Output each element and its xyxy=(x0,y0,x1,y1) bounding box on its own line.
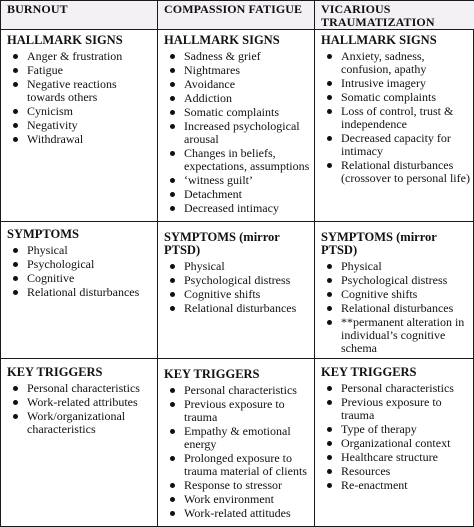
section-title: HALLMARK SIGNS xyxy=(321,33,437,47)
section-title: KEY TRIGGERS xyxy=(164,367,260,381)
item-list xyxy=(158,50,314,215)
header-label: COMPASSION FATIGUE xyxy=(164,2,303,16)
list-item: ‘witness guilt’ xyxy=(158,174,314,187)
list-item: Physical xyxy=(1,244,157,257)
section-title: KEY TRIGGERS xyxy=(321,365,417,379)
list-item: Cynicism xyxy=(1,105,157,118)
header-label: VICARIOUS TRAUMATIZATION xyxy=(321,2,435,29)
list-item: Relational disturbances (crossover to personal life) xyxy=(315,159,474,185)
list-item: Loss of control, trust & independence xyxy=(315,105,474,131)
section-title: KEY TRIGGERS xyxy=(7,365,103,379)
list-item: Nightmares xyxy=(158,64,314,77)
list-item: Empathy & emotional energy xyxy=(158,425,314,451)
list-item: Addiction xyxy=(158,92,314,105)
list-item: Cognitive shifts xyxy=(158,288,314,301)
list-item: Re-enactment xyxy=(315,479,474,492)
list-item: **permanent alteration in individual’s cognitive schema xyxy=(315,316,474,355)
list-item: Physical xyxy=(158,260,314,273)
vicarious-traumatization-hallmark-signs xyxy=(315,34,474,186)
row-divider xyxy=(1,221,473,222)
list-item: Work/organizational characteristics xyxy=(1,410,157,436)
list-item: Personal characteristics xyxy=(315,382,474,395)
list-item: Healthcare structure xyxy=(315,451,474,464)
header-vicarious-traumatization xyxy=(315,1,474,30)
list-item: Changes in beliefs, expectations, assumptions xyxy=(158,147,314,173)
item-list xyxy=(315,260,474,355)
list-item: Detachment xyxy=(158,188,314,201)
header-burnout xyxy=(1,1,158,30)
list-item: Negative reactions towards others xyxy=(1,78,157,104)
list-item: Relational disturbances xyxy=(315,302,474,315)
item-list xyxy=(1,244,157,299)
row-divider xyxy=(1,358,473,359)
list-item: Increased psychological arousal xyxy=(158,120,314,146)
header-label: BURNOUT xyxy=(7,2,68,16)
list-item: Personal characteristics xyxy=(158,384,314,397)
list-item: Somatic complaints xyxy=(315,91,474,104)
vicarious-traumatization-symptoms xyxy=(315,231,474,356)
item-list xyxy=(315,50,474,185)
list-item: Relational disturbances xyxy=(1,286,157,299)
list-item: Fatigue xyxy=(1,64,157,77)
list-item: Psychological distress xyxy=(158,274,314,287)
list-item: Intrusive imagery xyxy=(315,77,474,90)
header-compassion-fatigue xyxy=(158,1,315,30)
burnout-hallmark-signs xyxy=(1,34,157,147)
list-item: Cognitive xyxy=(1,272,157,285)
list-item: Personal characteristics xyxy=(1,382,157,395)
list-item: Work-related attributes xyxy=(1,396,157,409)
section-title: SYMPTOMS (mirror PTSD) xyxy=(321,230,437,257)
list-item: Organizational context xyxy=(315,437,474,450)
compassion-fatigue-hallmark-signs xyxy=(158,34,314,216)
list-item: Anger & frustration xyxy=(1,50,157,63)
list-item: Prolonged exposure to trauma material of clients xyxy=(158,452,314,478)
list-item: Somatic complaints xyxy=(158,106,314,119)
vicarious-traumatization-key-triggers xyxy=(315,366,474,493)
list-item: Avoidance xyxy=(158,78,314,91)
list-item: Psychological xyxy=(1,258,157,271)
list-item: Work environment xyxy=(158,493,314,506)
list-item: Psychological distress xyxy=(315,274,474,287)
list-item: Type of therapy xyxy=(315,423,474,436)
item-list xyxy=(158,260,314,315)
item-list xyxy=(315,382,474,492)
list-item: Withdrawal xyxy=(1,133,157,146)
item-list xyxy=(1,50,157,146)
list-item: Anxiety, sadness, confusion, apathy xyxy=(315,50,474,76)
list-item: Previous exposure to trauma xyxy=(315,396,474,422)
compassion-fatigue-symptoms xyxy=(158,231,314,316)
compassion-fatigue-key-triggers xyxy=(158,368,314,521)
section-title: SYMPTOMS xyxy=(7,227,79,241)
list-item: Work-related attitudes xyxy=(158,507,314,520)
list-item: Resources xyxy=(315,465,474,478)
list-item: Physical xyxy=(315,260,474,273)
item-list xyxy=(158,384,314,520)
list-item: Response to stressor xyxy=(158,479,314,492)
burnout-key-triggers xyxy=(1,366,157,437)
section-title: SYMPTOMS (mirror PTSD) xyxy=(164,230,280,257)
burnout-symptoms xyxy=(1,228,157,300)
item-list xyxy=(1,382,157,436)
list-item: Decreased intimacy xyxy=(158,202,314,215)
list-item: Previous exposure to trauma xyxy=(158,398,314,424)
list-item: Negativity xyxy=(1,119,157,132)
list-item: Sadness & grief xyxy=(158,50,314,63)
section-title: HALLMARK SIGNS xyxy=(164,33,280,47)
list-item: Cognitive shifts xyxy=(315,288,474,301)
list-item: Decreased capacity for intimacy xyxy=(315,132,474,158)
section-title: HALLMARK SIGNS xyxy=(7,33,123,47)
list-item: Relational disturbances xyxy=(158,302,314,315)
